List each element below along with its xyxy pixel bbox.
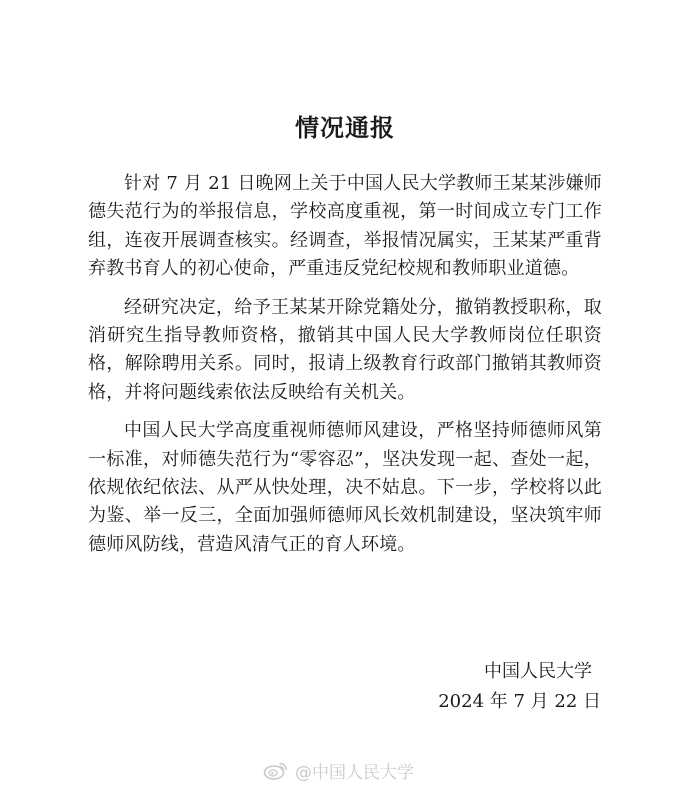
weibo-watermark [263,758,414,782]
weibo-icon [263,760,289,780]
signature-organization: 中国人民大学 [484,661,592,682]
document-body [88,170,602,559]
paragraph-1: 针对 7 月 21 日晚网上关于中国人民大学教师王某某涉嫌师德失范行为的举报信息，学校高度重视，第一时间成立专门工作组，连夜开展调查核实。经调查，举报情况属实，王某某严重背弃教书育人的初心使命，严重违反党纪校规和教师职业道德。 [88,173,602,280]
paragraph-3: 中国人民大学高度重视师德师风建设，严格坚持师德师风第一标准，对师德失范行为“零容忍”，坚决发现一起、查处一起，依规依纪依法、从严从快处理，决不姑息。下一步，学校将以此为鉴、举一反三，全面加强师德师风长效机制建设，坚决筑牢师德师风防线，营造风清气正的育人环境。 [88,420,602,555]
document-title: 情况通报 [295,113,395,143]
paragraph-2: 经研究决定，给予王某某开除党籍处分，撤销教授职称，取消研究生指导教师资格，撤销其中国人民大学教师岗位任职资格，解除聘用关系。同时，报请上级教育行政部门撤销其教师资格，并将问题线索依法反映给有关机关。 [88,296,602,403]
signature-date: 2024 年 7 月 22 日 [438,691,601,712]
watermark-text: @中国人民大学 [295,762,414,783]
